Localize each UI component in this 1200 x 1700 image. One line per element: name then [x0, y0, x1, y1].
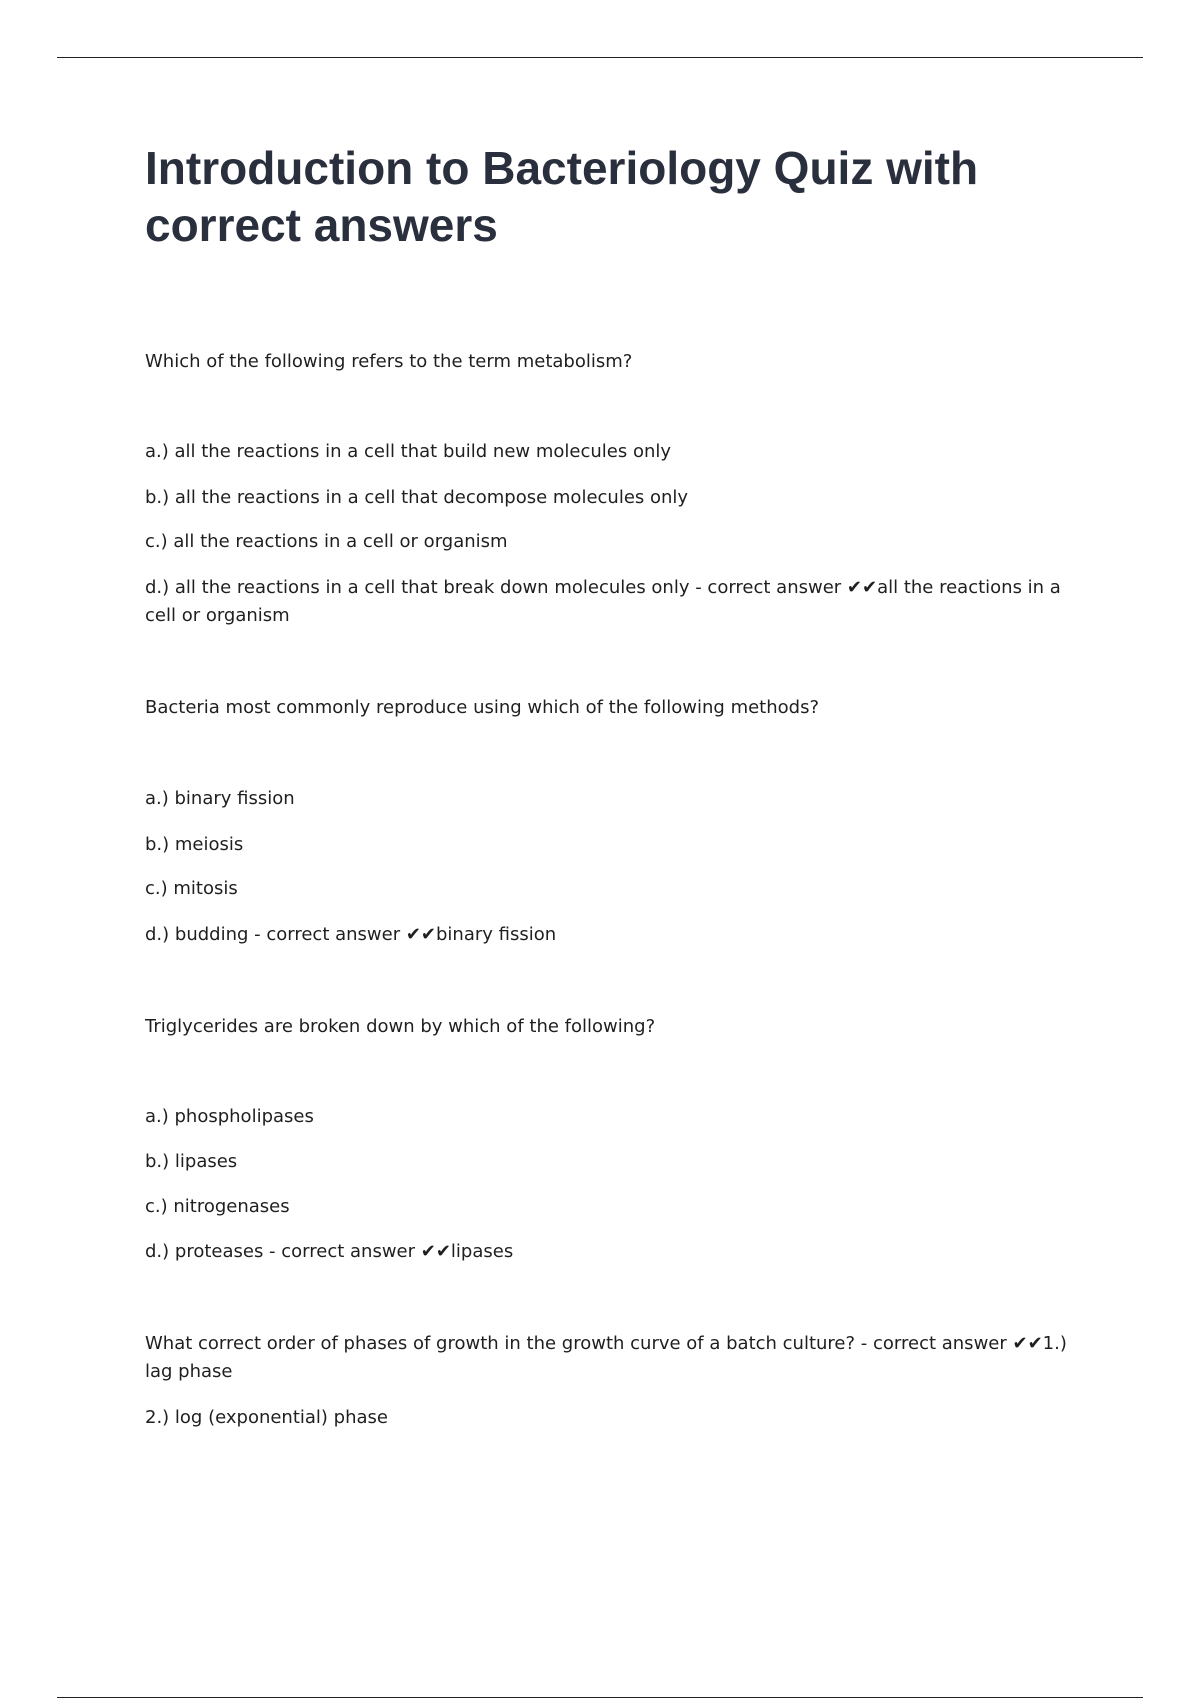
option-b: b.) all the reactions in a cell that decompose molecules only — [145, 487, 689, 508]
bottom-rule — [57, 1697, 1143, 1698]
question-text: Triglycerides are broken down by which of the following? — [145, 1016, 656, 1037]
question-block-3 — [145, 1013, 1085, 1041]
phase-2: 2.) log (exponential) phase — [145, 1407, 388, 1428]
option-a: a.) binary fission — [145, 788, 295, 809]
option-c: c.) nitrogenases — [145, 1196, 290, 1217]
option-c: c.) all the reactions in a cell or organism — [145, 531, 508, 552]
question-text: What correct order of phases of growth in the growth curve of a batch culture? - correct answer ✔✔1.) lag phase — [145, 1333, 1067, 1382]
document-body — [145, 140, 1085, 1428]
option-c: c.) mitosis — [145, 878, 238, 899]
question-block-2 — [145, 694, 1085, 722]
option-b: b.) lipases — [145, 1151, 238, 1172]
question-block-1 — [145, 348, 1085, 376]
question-text: Which of the following refers to the term metabolism? — [145, 351, 633, 372]
option-a: a.) all the reactions in a cell that build new molecules only — [145, 441, 672, 462]
question-block-4 — [145, 1330, 1085, 1386]
option-b: b.) meiosis — [145, 834, 244, 855]
top-rule — [57, 57, 1143, 58]
options-block-4 — [145, 1404, 1085, 1432]
option-a: a.) phospholipases — [145, 1106, 314, 1127]
option-d: d.) proteases - correct answer ✔✔lipases — [145, 1241, 514, 1262]
question-text: Bacteria most commonly reproduce using which of the following methods? — [145, 697, 820, 718]
document-title: Introduction to Bacteriology Quiz with correct answers — [145, 142, 979, 251]
option-d: d.) all the reactions in a cell that break down molecules only - correct answer ✔✔all the reactions in a cell or organism — [145, 577, 1061, 626]
option-d: d.) budding - correct answer ✔✔binary fission — [145, 924, 557, 945]
